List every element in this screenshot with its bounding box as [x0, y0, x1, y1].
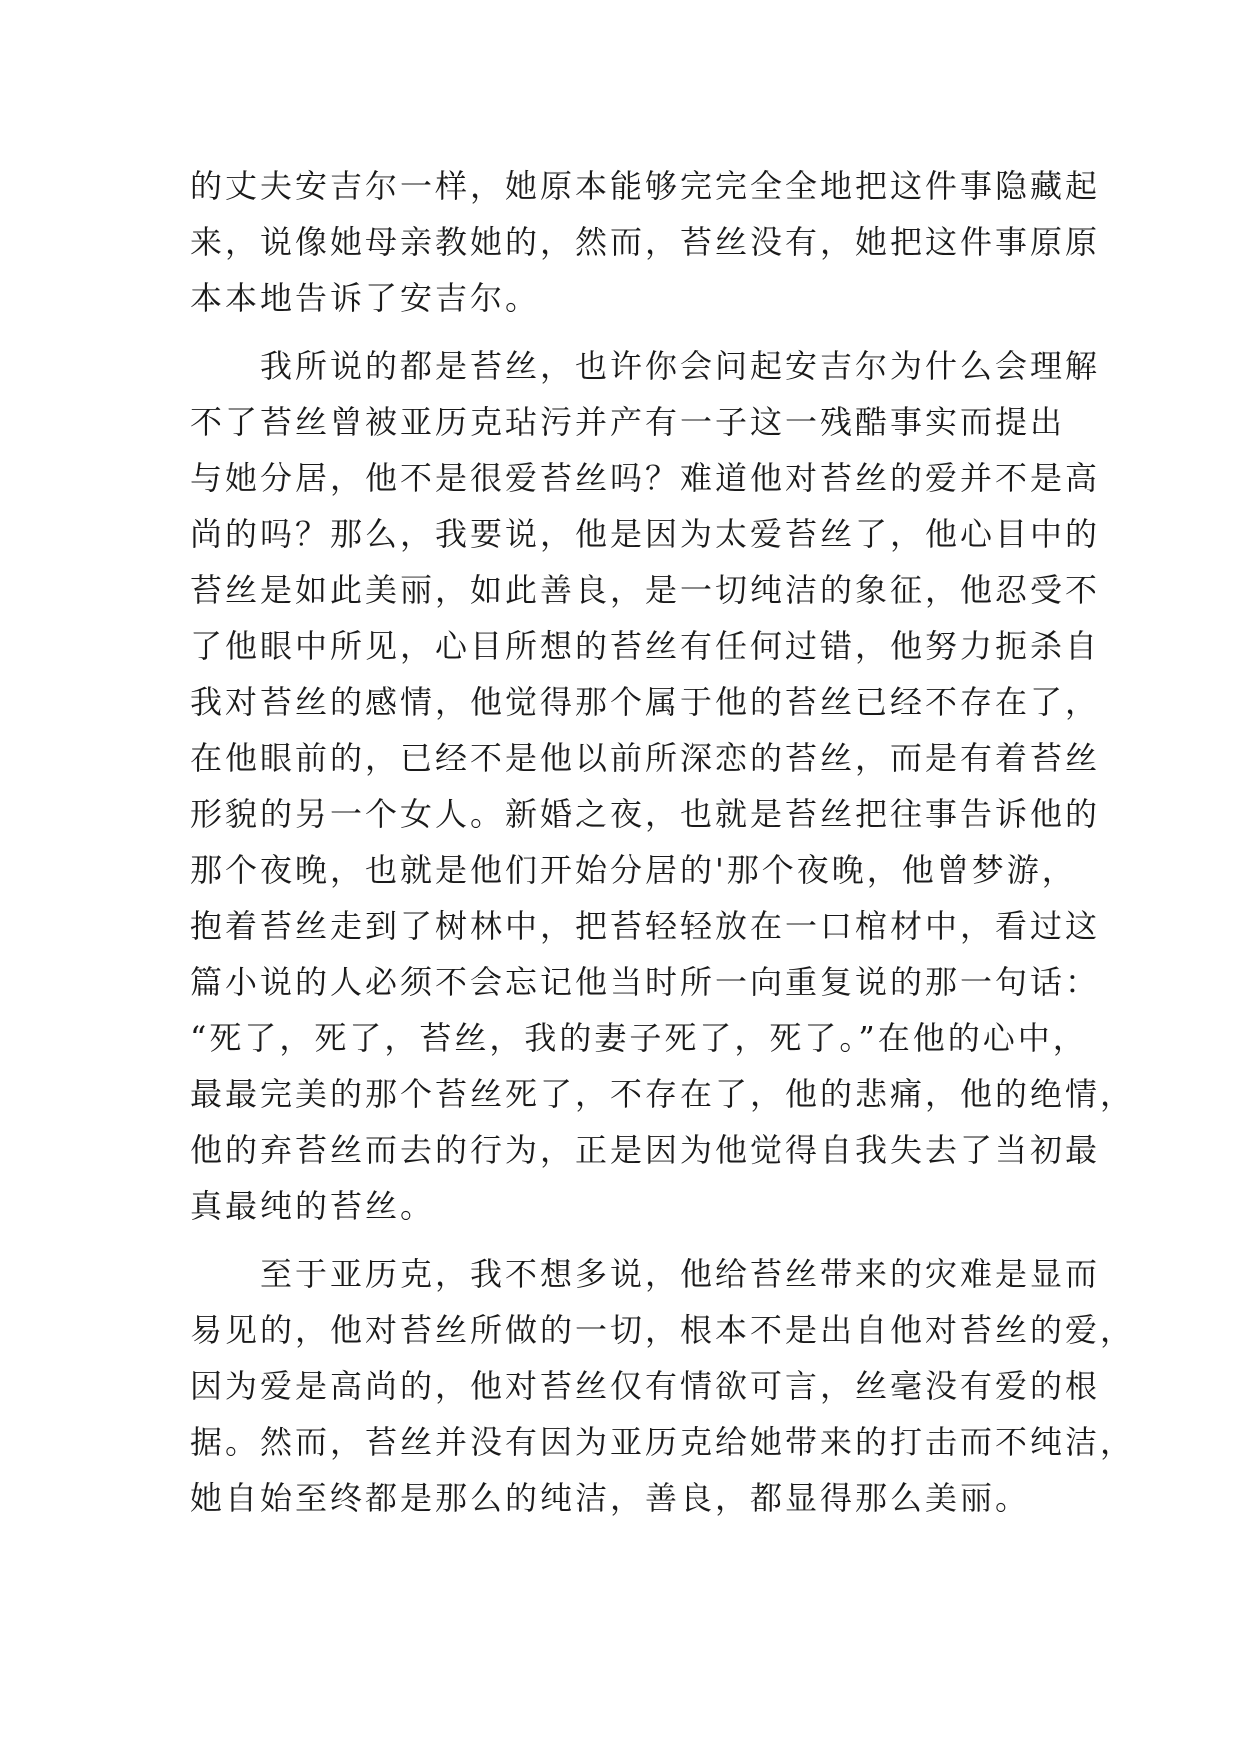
text-line: “死了，死了，苔丝，我的妻子死了，死了。”在他的心中，: [190, 1019, 1088, 1057]
text-line: 尚的吗？那么，我要说，他是因为太爱苔丝了，他心目中的: [190, 515, 1101, 553]
paragraph-3: [190, 1246, 1136, 1526]
text-line: 他的弃苔丝而去的行为，正是因为他觉得自我失去了当初最: [190, 1131, 1101, 1169]
text-line: 最最完美的那个苔丝死了，不存在了，他的悲痛，他的绝情，: [190, 1075, 1136, 1113]
body-text: [190, 158, 1136, 1526]
text-line: 那个夜晚，也就是他们开始分居的'那个夜晚，他曾梦游，: [190, 851, 1077, 889]
text-line: 本本地告诉了安吉尔。: [190, 279, 541, 317]
text-line: 篇小说的人必须不会忘记他当时所一向重复说的那一句话：: [190, 963, 1101, 1001]
text-line: 形貌的另一个女人。新婚之夜，也就是苔丝把往事告诉他的: [190, 795, 1101, 833]
text-line: 因为爱是高尚的，他对苔丝仅有情欲可言，丝毫没有爱的根: [190, 1367, 1101, 1405]
text-line: 据。然而，苔丝并没有因为亚历克给她带来的打击而不纯洁，: [190, 1423, 1136, 1461]
paragraph-gap: [190, 1234, 1070, 1246]
text-line: 易见的，他对苔丝所做的一切，根本不是出自他对苔丝的爱，: [190, 1311, 1136, 1349]
text-line: 至于亚历克，我不想多说，他给苔丝带来的灾难是显而: [190, 1255, 1101, 1293]
paragraph-2: [190, 338, 1136, 1234]
text-line: 我对苔丝的感情，他觉得那个属于他的苔丝已经不存在了，: [190, 683, 1101, 721]
text-line: 抱着苔丝走到了树林中，把苔轻轻放在一口棺材中，看过这: [190, 907, 1101, 945]
paragraph-gap: [190, 326, 1070, 338]
text-line: 我所说的都是苔丝，也许你会问起安吉尔为什么会理解: [190, 347, 1101, 385]
text-line: 了他眼中所见，心目所想的苔丝有任何过错，他努力扼杀自: [190, 627, 1101, 665]
paragraph-1: [190, 158, 1101, 326]
text-line: 不了苔丝曾被亚历克玷污并产有一子这一残酷事实而提出: [190, 403, 1066, 441]
text-line: 苔丝是如此美丽，如此善良，是一切纯洁的象征，他忍受不: [190, 571, 1101, 609]
text-line: 与她分居，他不是很爱苔丝吗？难道他对苔丝的爱并不是高: [190, 459, 1101, 497]
text-line: 真最纯的苔丝。: [190, 1187, 436, 1225]
text-line: 来，说像她母亲教她的，然而，苔丝没有，她把这件事原原: [190, 223, 1101, 261]
text-line: 在他眼前的，已经不是他以前所深恋的苔丝，而是有着苔丝: [190, 739, 1101, 777]
text-line: 的丈夫安吉尔一样，她原本能够完完全全地把这件事隐藏起: [190, 167, 1101, 205]
text-line: 她自始至终都是那么的纯洁，善良，都显得那么美丽。: [190, 1479, 1031, 1517]
